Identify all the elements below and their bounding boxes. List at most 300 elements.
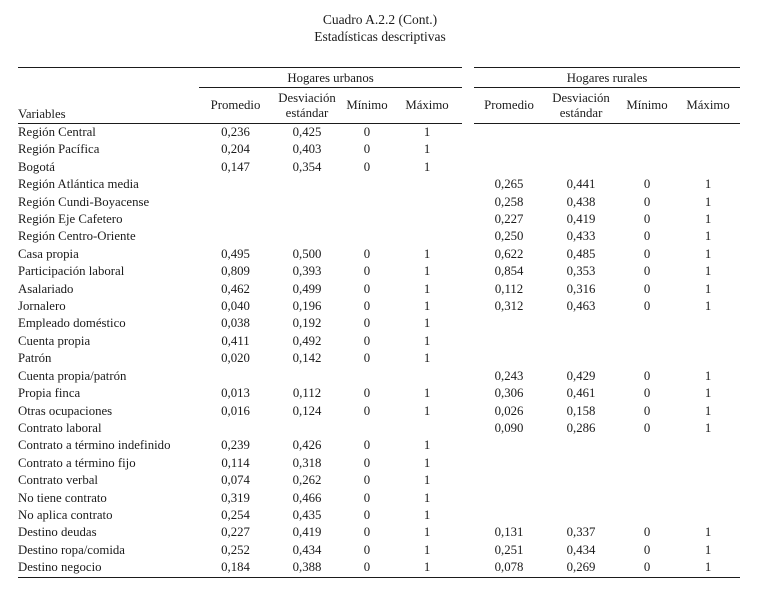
rural-value-cell: 0 [643, 403, 651, 418]
rural-value-cell [676, 159, 740, 176]
variable-label: Cuenta propia/patrón [18, 368, 127, 383]
rural-value-cell: 0,463 [566, 299, 596, 314]
urban-value-cell [342, 368, 392, 385]
rural-promedio-header: Promedio [474, 88, 544, 124]
rural-value-cell: 0,158 [566, 403, 596, 418]
rural-value-cell [474, 507, 544, 524]
rural-value-cell: 1 [704, 264, 712, 279]
urban-value-cell [342, 194, 392, 211]
gap-cell [462, 141, 474, 158]
rural-value-cell [676, 124, 740, 142]
rural-value-cell [676, 455, 740, 472]
rural-value-cell: 1 [704, 420, 712, 435]
urban-value-cell [272, 176, 342, 193]
urban-value-cell: 0,809 [221, 264, 250, 279]
rural-value-cell: 0,854 [494, 264, 524, 279]
table-row [18, 350, 740, 367]
urban-value-cell: 1 [423, 333, 431, 348]
rural-value-cell: 0,337 [566, 525, 596, 540]
variable-label: Región Centro-Oriente [18, 229, 136, 244]
gap-cell [462, 124, 474, 142]
variable-label: Contrato laboral [18, 420, 102, 435]
urban-value-cell [342, 420, 392, 437]
rural-value-cell [618, 455, 676, 472]
urban-value-cell: 0,227 [221, 525, 250, 540]
rural-value-cell: 0,269 [566, 560, 596, 575]
urban-value-cell: 0,388 [292, 560, 322, 575]
urban-value-cell: 0 [363, 316, 371, 331]
urban-value-cell: 0,500 [292, 246, 322, 261]
rural-value-cell: 0,258 [494, 194, 524, 209]
table-row [18, 246, 740, 263]
rural-value-cell: 1 [704, 560, 712, 575]
urban-value-cell: 0,319 [221, 490, 250, 505]
variable-label: Región Cundi-Boyacense [18, 194, 150, 209]
rural-value-cell: 1 [704, 403, 712, 418]
gap-cell [462, 298, 474, 315]
urban-value-cell: 0 [363, 264, 371, 279]
urban-value-cell: 0,184 [221, 560, 250, 575]
rural-value-cell [618, 507, 676, 524]
rural-value-cell: 0,485 [566, 246, 596, 261]
urban-value-cell: 1 [423, 246, 431, 261]
table-row [18, 281, 740, 298]
urban-value-cell: 0,354 [292, 159, 322, 174]
rural-value-cell [676, 490, 740, 507]
rural-value-cell [474, 437, 544, 454]
gap-cell [462, 211, 474, 228]
variable-label: No tiene contrato [18, 490, 107, 505]
table-row [18, 124, 740, 142]
rural-value-cell [544, 490, 618, 507]
urban-value-cell: 0,262 [292, 473, 322, 488]
urban-value-cell: 0,016 [221, 403, 250, 418]
rural-value-cell: 1 [704, 212, 712, 227]
table-row [18, 385, 740, 402]
rural-value-cell: 0 [643, 420, 651, 435]
urban-value-cell [199, 368, 272, 385]
gap-cell [462, 385, 474, 402]
rural-value-cell: 1 [704, 229, 712, 244]
rural-value-cell: 0,078 [494, 560, 524, 575]
rural-value-cell [618, 315, 676, 332]
urban-value-cell: 1 [423, 264, 431, 279]
urban-group-header: Hogares urbanos [199, 68, 462, 88]
rural-value-cell: 0,429 [566, 368, 596, 383]
urban-value-cell: 1 [423, 473, 431, 488]
gap-cell [462, 315, 474, 332]
rural-value-cell [544, 472, 618, 489]
rural-value-cell [618, 350, 676, 367]
urban-value-cell: 1 [423, 542, 431, 557]
rural-value-cell [618, 333, 676, 350]
rural-minimo-header: Mínimo [618, 88, 676, 124]
rural-value-cell [618, 490, 676, 507]
urban-value-cell: 1 [423, 455, 431, 470]
table-row [18, 141, 740, 158]
rural-value-cell [544, 507, 618, 524]
rural-value-cell: 0 [643, 542, 651, 557]
variables-column-header: Variables [18, 68, 199, 124]
rural-value-cell [618, 159, 676, 176]
rural-value-cell [474, 472, 544, 489]
urban-value-cell [199, 228, 272, 245]
rural-value-cell [676, 315, 740, 332]
rural-value-cell: 0 [643, 177, 651, 192]
urban-value-cell [392, 420, 462, 437]
rural-value-cell: 0,265 [494, 177, 524, 192]
rural-value-cell [474, 141, 544, 158]
rural-value-cell: 0 [643, 194, 651, 209]
rural-value-cell: 1 [704, 194, 712, 209]
gap-cell [462, 176, 474, 193]
gap-cell [462, 437, 474, 454]
gap-cell [462, 524, 474, 541]
urban-value-cell: 0,196 [292, 299, 322, 314]
rural-value-cell: 0,419 [566, 212, 596, 227]
table-row [18, 159, 740, 176]
table-row [18, 524, 740, 541]
gap-cell [462, 472, 474, 489]
urban-value-cell: 0,426 [292, 438, 322, 453]
urban-value-cell: 1 [423, 560, 431, 575]
table-subtitle: Estadísticas descriptivas [314, 28, 446, 44]
table-row [18, 333, 740, 350]
urban-value-cell: 0,074 [221, 473, 250, 488]
table-row [18, 472, 740, 489]
variable-label: Participación laboral [18, 264, 125, 279]
urban-value-cell [392, 176, 462, 193]
urban-value-cell [272, 368, 342, 385]
gap-cell [462, 490, 474, 507]
variable-label: Empleado doméstico [18, 316, 126, 331]
rural-maximo-header: Máximo [676, 88, 740, 124]
rural-value-cell [618, 472, 676, 489]
urban-value-cell: 0,252 [221, 542, 250, 557]
urban-value-cell [342, 176, 392, 193]
rural-value-cell: 0,243 [494, 368, 524, 383]
rural-value-cell [676, 350, 740, 367]
gap-cell [462, 559, 474, 577]
rural-value-cell: 0,250 [494, 229, 524, 244]
urban-value-cell: 0,466 [292, 490, 322, 505]
rural-value-cell [474, 159, 544, 176]
rural-value-cell [474, 350, 544, 367]
urban-minimo-header: Mínimo [342, 88, 392, 124]
rural-value-cell: 1 [704, 542, 712, 557]
rural-value-cell: 0,090 [494, 420, 524, 435]
table-row [18, 368, 740, 385]
urban-promedio-header: Promedio [199, 88, 272, 124]
urban-value-cell: 0 [363, 560, 371, 575]
urban-value-cell: 0 [363, 473, 371, 488]
rural-value-cell: 0,306 [494, 386, 524, 401]
variable-label: Contrato verbal [18, 473, 98, 488]
urban-value-cell [272, 228, 342, 245]
variable-label: Región Central [18, 125, 96, 139]
rural-value-cell: 0 [643, 560, 651, 575]
urban-value-cell: 0 [363, 490, 371, 505]
variable-label: Destino deudas [18, 525, 97, 540]
urban-value-cell [342, 211, 392, 228]
rural-value-cell: 0 [643, 299, 651, 314]
table-row [18, 194, 740, 211]
rural-value-cell: 0,251 [494, 542, 524, 557]
urban-value-cell: 1 [423, 125, 431, 139]
urban-value-cell: 0,204 [221, 142, 250, 157]
rural-value-cell: 0,316 [566, 281, 596, 296]
urban-value-cell: 0 [363, 351, 371, 366]
rural-value-cell: 0 [643, 212, 651, 227]
urban-maximo-header: Máximo [392, 88, 462, 124]
urban-value-cell: 0,192 [292, 316, 322, 331]
table-title-block [0, 0, 760, 45]
rural-value-cell [474, 124, 544, 142]
urban-value-cell: 1 [423, 403, 431, 418]
variable-label: Propia finca [18, 386, 81, 401]
urban-value-cell: 0,142 [292, 351, 322, 366]
gap-cell [462, 194, 474, 211]
gap-cell [462, 159, 474, 176]
rural-value-cell [544, 437, 618, 454]
rural-value-cell: 1 [704, 386, 712, 401]
group-gap [462, 68, 474, 124]
urban-value-cell: 0,040 [221, 299, 250, 314]
variable-label: Destino ropa/comida [18, 542, 125, 557]
urban-value-cell: 1 [423, 438, 431, 453]
rural-value-cell: 0,286 [566, 420, 596, 435]
urban-value-cell: 0,236 [221, 125, 250, 139]
table-row [18, 507, 740, 524]
rural-value-cell: 0,112 [494, 281, 524, 296]
rural-value-cell: 0,227 [494, 212, 524, 227]
variable-label: Asalariado [18, 281, 74, 296]
urban-value-cell: 0,013 [221, 386, 250, 401]
urban-value-cell: 0,403 [292, 142, 322, 157]
rural-desviacion-header: Desviación estándar [544, 88, 618, 124]
urban-value-cell: 0 [363, 403, 371, 418]
rural-value-cell [676, 141, 740, 158]
urban-value-cell [392, 368, 462, 385]
rural-value-cell [676, 472, 740, 489]
urban-value-cell: 0,112 [292, 386, 322, 401]
urban-value-cell: 1 [423, 525, 431, 540]
table-row [18, 298, 740, 315]
urban-value-cell: 0,124 [292, 403, 322, 418]
gap-cell [462, 403, 474, 420]
rural-value-cell: 0 [643, 368, 651, 383]
gap-cell [462, 507, 474, 524]
urban-value-cell: 0 [363, 455, 371, 470]
urban-value-cell: 0,411 [221, 333, 250, 348]
statistics-table [18, 67, 740, 578]
table-row [18, 542, 740, 559]
rural-value-cell [676, 437, 740, 454]
rural-value-cell: 0,438 [566, 194, 596, 209]
urban-value-cell: 0,419 [292, 525, 322, 540]
urban-value-cell: 0 [363, 246, 371, 261]
rural-value-cell: 1 [704, 368, 712, 383]
rural-value-cell: 1 [704, 281, 712, 296]
table-title: Cuadro A.2.2 (Cont.) [322, 12, 438, 27]
urban-value-cell: 0,499 [292, 281, 322, 296]
urban-value-cell: 0,492 [292, 333, 322, 348]
gap-cell [462, 542, 474, 559]
urban-value-cell: 0,254 [221, 507, 250, 522]
rural-value-cell [544, 315, 618, 332]
table-row [18, 490, 740, 507]
urban-value-cell: 1 [423, 490, 431, 505]
variable-label: Región Atlántica media [18, 177, 139, 192]
urban-value-cell: 0 [363, 507, 371, 522]
rural-value-cell: 0 [643, 525, 651, 540]
rural-value-cell: 0,353 [566, 264, 596, 279]
group-header-row [18, 68, 740, 88]
rural-value-cell: 0,131 [494, 525, 524, 540]
table-row [18, 455, 740, 472]
urban-value-cell [199, 420, 272, 437]
gap-cell [462, 281, 474, 298]
rural-value-cell: 0,461 [566, 386, 596, 401]
urban-value-cell: 0 [363, 125, 371, 139]
urban-value-cell: 0,239 [221, 438, 250, 453]
rural-value-cell [544, 333, 618, 350]
urban-value-cell: 0 [363, 281, 371, 296]
rural-value-cell: 0,441 [566, 177, 596, 192]
urban-value-cell: 0 [363, 299, 371, 314]
table-row [18, 559, 740, 577]
urban-value-cell: 0 [363, 386, 371, 401]
rural-value-cell [544, 141, 618, 158]
urban-value-cell: 1 [423, 142, 431, 157]
urban-value-cell: 0,425 [292, 125, 322, 139]
rural-group-header: Hogares rurales [474, 68, 740, 88]
urban-value-cell [199, 194, 272, 211]
rural-value-cell [544, 124, 618, 142]
urban-value-cell: 0,495 [221, 246, 250, 261]
urban-value-cell [342, 228, 392, 245]
table-row [18, 437, 740, 454]
gap-cell [462, 246, 474, 263]
variable-label: Cuenta propia [18, 333, 91, 348]
table-row [18, 263, 740, 280]
table-body [18, 124, 740, 578]
variable-label: Patrón [18, 351, 52, 366]
urban-value-cell [272, 194, 342, 211]
rural-value-cell [676, 507, 740, 524]
urban-value-cell: 1 [423, 386, 431, 401]
gap-cell [462, 350, 474, 367]
variable-label: Jornalero [18, 299, 66, 314]
urban-value-cell: 1 [423, 281, 431, 296]
urban-value-cell [272, 420, 342, 437]
urban-value-cell [392, 211, 462, 228]
table-row [18, 403, 740, 420]
table-row [18, 228, 740, 245]
urban-value-cell: 0,020 [221, 351, 250, 366]
urban-value-cell: 1 [423, 507, 431, 522]
variable-label: Destino negocio [18, 560, 102, 575]
rural-value-cell [474, 455, 544, 472]
variable-label: Contrato a término fijo [18, 455, 136, 470]
rural-value-cell: 1 [704, 246, 712, 261]
gap-cell [462, 368, 474, 385]
urban-value-cell: 0,038 [221, 316, 250, 331]
rural-value-cell [676, 333, 740, 350]
rural-value-cell: 1 [704, 525, 712, 540]
gap-cell [462, 228, 474, 245]
urban-value-cell: 0 [363, 438, 371, 453]
variable-label: Casa propia [18, 246, 79, 261]
rural-value-cell [618, 141, 676, 158]
gap-cell [462, 333, 474, 350]
urban-value-cell: 0 [363, 159, 371, 174]
variable-label: Región Pacífica [18, 142, 100, 157]
urban-value-cell: 1 [423, 159, 431, 174]
urban-value-cell: 0 [363, 142, 371, 157]
urban-value-cell: 0,318 [292, 455, 322, 470]
urban-value-cell [272, 211, 342, 228]
table-row [18, 315, 740, 332]
urban-value-cell: 0,462 [221, 281, 250, 296]
gap-cell [462, 420, 474, 437]
urban-value-cell: 0,114 [221, 455, 250, 470]
urban-value-cell: 1 [423, 299, 431, 314]
urban-value-cell: 0 [363, 333, 371, 348]
urban-value-cell [392, 228, 462, 245]
urban-value-cell: 0,147 [221, 159, 250, 174]
urban-value-cell [199, 176, 272, 193]
table-row [18, 211, 740, 228]
table-row [18, 176, 740, 193]
urban-desviacion-header: Desviación estándar [272, 88, 342, 124]
urban-value-cell: 0 [363, 525, 371, 540]
urban-value-cell [392, 194, 462, 211]
variable-label: Bogotá [18, 159, 55, 174]
rural-value-cell: 0 [643, 229, 651, 244]
rural-value-cell: 0 [643, 246, 651, 261]
rural-value-cell: 0 [643, 281, 651, 296]
gap-cell [462, 263, 474, 280]
rural-value-cell: 0,312 [494, 299, 524, 314]
rural-value-cell [618, 437, 676, 454]
urban-value-cell: 0,434 [292, 542, 322, 557]
variable-label: Región Eje Cafetero [18, 212, 123, 227]
rural-value-cell [474, 490, 544, 507]
rural-value-cell: 1 [704, 177, 712, 192]
rural-value-cell: 0,433 [566, 229, 596, 244]
rural-value-cell [544, 350, 618, 367]
urban-value-cell: 1 [423, 351, 431, 366]
rural-value-cell: 0,622 [494, 246, 524, 261]
rural-value-cell: 0,026 [494, 403, 524, 418]
rural-value-cell [474, 333, 544, 350]
rural-value-cell: 0,434 [566, 542, 596, 557]
variable-label: Otras ocupaciones [18, 403, 113, 418]
variable-label: Contrato a término indefinido [18, 438, 171, 453]
rural-value-cell [618, 124, 676, 142]
rural-value-cell [544, 159, 618, 176]
rural-value-cell [474, 315, 544, 332]
urban-value-cell: 0 [363, 542, 371, 557]
rural-value-cell [544, 455, 618, 472]
urban-value-cell [199, 211, 272, 228]
rural-value-cell: 0 [643, 386, 651, 401]
variable-label: No aplica contrato [18, 507, 113, 522]
urban-value-cell: 1 [423, 316, 431, 331]
urban-value-cell: 0,393 [292, 264, 322, 279]
gap-cell [462, 455, 474, 472]
